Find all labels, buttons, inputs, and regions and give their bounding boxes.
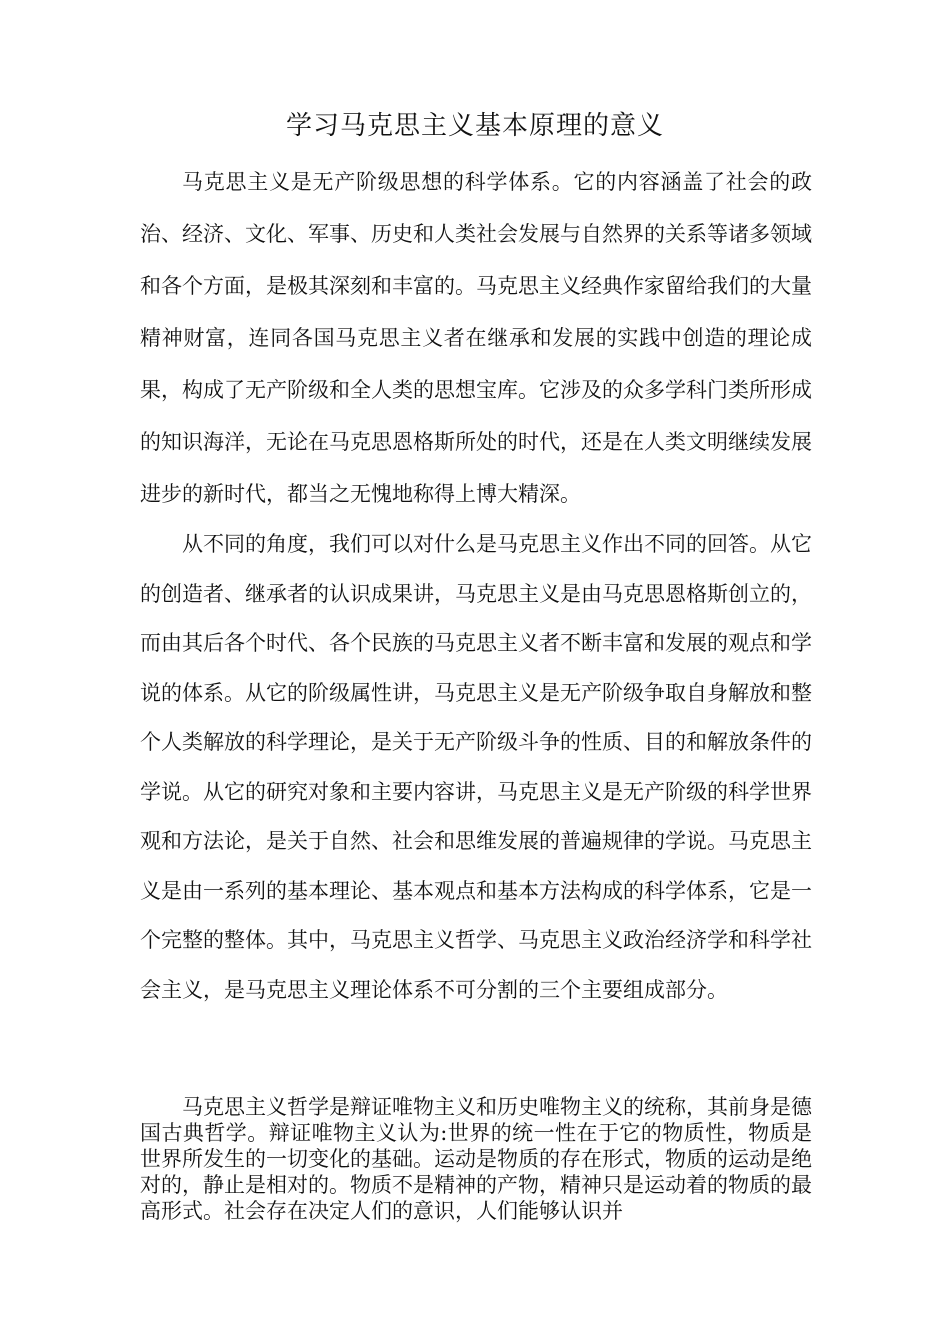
paragraph-1: 马克思主义是无产阶级思想的科学体系。它的内容涵盖了社会的政治、经济、文化、军事、历史和人类社会发展与自然界的关系等诸多领域和各个方面，是极其深刻和丰富的。马克思主义经典作家留给我们的大量精神财富，连同各国马克思主义者在继承和发展的实践中创造的理论成果，构成了无产阶级和全人类的思想宝库。它涉及的众多学科门类所形成的知识海洋，无论在马克思恩格斯所处的时代，还是在人类文明继续发展进步的新时代，都当之无愧地称得上博大精深。 xyxy=(140,170,812,506)
paragraph-2: 从不同的角度，我们可以对什么是马克思主义作出不同的回答。从它的创造者、继承者的认识成果讲，马克思主义是由马克思恩格斯创立的，而由其后各个时代、各个民族的马克思主义者不断丰富和发展的观点和学说的体系。从它的阶级属性讲，马克思主义是无产阶级争取自身解放和整个人类解放的科学理论，是关于无产阶级斗争的性质、目的和解放条件的学说。从它的研究对象和主要内容讲，马克思主义是无产阶级的科学世界观和方法论，是关于自然、社会和思维发展的普遍规律的学说。马克思主义是由一系列的基本理论、基本观点和基本方法构成的科学体系，它是一个完整的整体。其中，马克思主义哲学、马克思主义政治经济学和科学社会主义，是马克思主义理论体系不可分割的三个主要组成部分。 xyxy=(140,532,812,1002)
paragraph-3: 马克思主义哲学是辩证唯物主义和历史唯物主义的统称，其前身是德国古典哲学。辩证唯物主义认为:世界的统一性在于它的物质性，物质是世界所发生的一切变化的基础。运动是物质的存在形式，物质的运动是绝对的，静止是相对的。物质不是精神的产物，精神只是运动着的物质的最高形式。社会存在决定人们的意识，人们能够认识并 xyxy=(140,1095,812,1223)
document-title: 学习马克思主义基本原理的意义 xyxy=(285,111,664,141)
